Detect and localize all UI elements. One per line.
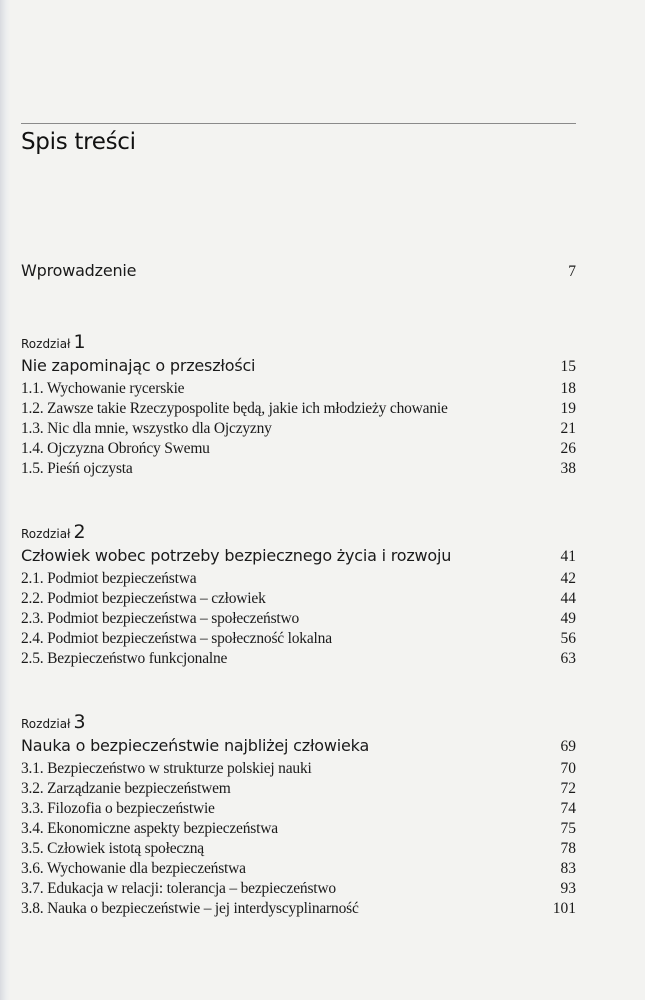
- entry-page: 101: [552, 900, 576, 917]
- entry-label: 1.1. Wychowanie rycerskie: [21, 380, 185, 397]
- page-title: Spis treści: [21, 129, 136, 155]
- toc-entry: [21, 820, 576, 840]
- entry-label: 3.3. Filozofia o bezpieczeństwie: [21, 800, 215, 817]
- entry-page: 42: [560, 570, 576, 587]
- entry-page: 7: [568, 263, 576, 280]
- entry-page: 49: [560, 610, 576, 627]
- entry-page: 56: [560, 630, 576, 647]
- chapter-title: Nauka o bezpieczeństwie najbliżej człowieka: [21, 736, 370, 755]
- toc-page: [21, 0, 576, 1000]
- entry-label: 1.5. Pieśń ojczysta: [21, 460, 133, 477]
- entry-page: 74: [560, 800, 576, 817]
- toc-entry: [21, 590, 576, 610]
- entry-label: 3.1. Bezpieczeństwo w strukturze polskiej nauki: [21, 760, 312, 777]
- entry-label: 2.2. Podmiot bezpieczeństwa – człowiek: [21, 590, 266, 607]
- entry-page: 63: [560, 650, 576, 667]
- entry-label: 2.4. Podmiot bezpieczeństwa – społeczność lokalna: [21, 630, 332, 647]
- entry-page: 93: [560, 880, 576, 897]
- entry-page: 41: [560, 548, 576, 565]
- chapter-prefix: Rozdział: [21, 527, 71, 541]
- entry-label: 1.4. Ojczyzna Obrońcy Swemu: [21, 440, 210, 457]
- chapter-prefix: Rozdział: [21, 337, 71, 351]
- entry-page: 72: [560, 780, 576, 797]
- toc-chapter-title: [21, 736, 576, 756]
- chapter-title: Nie zapominając o przeszłości: [21, 356, 256, 375]
- entry-page: 83: [560, 860, 576, 877]
- entry-label: 3.8. Nauka o bezpieczeństwie – jej interdyscyplinarność: [21, 900, 359, 917]
- toc-entry: [21, 440, 576, 460]
- chapter-label: [21, 331, 86, 353]
- entry-label: 1.2. Zawsze takie Rzeczypospolite będą, jakie ich młodzieży chowanie: [21, 400, 448, 417]
- entry-label: 3.2. Zarządzanie bezpieczeństwem: [21, 780, 231, 797]
- entry-page: 19: [560, 400, 576, 417]
- toc-entry: [21, 800, 576, 820]
- chapter-label: [21, 521, 86, 543]
- page-binding-shadow: [0, 0, 10, 1000]
- toc-entry: [21, 880, 576, 900]
- toc-entry: [21, 840, 576, 860]
- toc-entry: [21, 420, 576, 440]
- toc-entry: [21, 460, 576, 480]
- top-rule: [21, 123, 576, 124]
- toc-entry: [21, 630, 576, 650]
- chapter-number: 3: [73, 711, 86, 733]
- entry-page: 44: [560, 590, 576, 607]
- entry-label: 3.7. Edukacja w relacji: tolerancja – bezpieczeństwo: [21, 880, 336, 897]
- toc-entry: [21, 400, 576, 420]
- toc-entry: [21, 860, 576, 880]
- entry-page: 70: [560, 760, 576, 777]
- entry-label: 3.6. Wychowanie dla bezpieczeństwa: [21, 860, 246, 877]
- toc-chapter-title: [21, 546, 576, 566]
- toc-entry: [21, 760, 576, 780]
- entry-page: 21: [560, 420, 576, 437]
- chapter-prefix: Rozdział: [21, 717, 71, 731]
- entry-page: 15: [560, 358, 576, 375]
- entry-label: 1.3. Nic dla mnie, wszystko dla Ojczyzny: [21, 420, 272, 437]
- entry-page: 75: [560, 820, 576, 837]
- chapter-label: [21, 711, 86, 733]
- entry-label: 2.5. Bezpieczeństwo funkcjonalne: [21, 650, 228, 667]
- entry-label: 3.5. Człowiek istotą społeczną: [21, 840, 204, 857]
- entry-page: 69: [560, 738, 576, 755]
- toc-entry-intro: [21, 261, 576, 281]
- chapter-number: 1: [73, 331, 86, 353]
- toc-entry: [21, 570, 576, 590]
- entry-page: 78: [560, 840, 576, 857]
- toc-entry: [21, 780, 576, 800]
- toc-entry: [21, 650, 576, 670]
- toc-entry: [21, 900, 576, 920]
- entry-page: 18: [560, 380, 576, 397]
- toc-entry: [21, 610, 576, 630]
- entry-label: 3.4. Ekonomiczne aspekty bezpieczeństwa: [21, 820, 278, 837]
- entry-page: 38: [560, 460, 576, 477]
- toc-chapter-title: [21, 356, 576, 376]
- chapter-number: 2: [73, 521, 86, 543]
- entry-label: 2.1. Podmiot bezpieczeństwa: [21, 570, 197, 587]
- entry-page: 26: [560, 440, 576, 457]
- entry-label: Wprowadzenie: [21, 261, 137, 280]
- entry-label: 2.3. Podmiot bezpieczeństwa – społeczeństwo: [21, 610, 300, 627]
- chapter-title: Człowiek wobec potrzeby bezpiecznego życia i rozwoju: [21, 546, 452, 565]
- toc-entry: [21, 380, 576, 400]
